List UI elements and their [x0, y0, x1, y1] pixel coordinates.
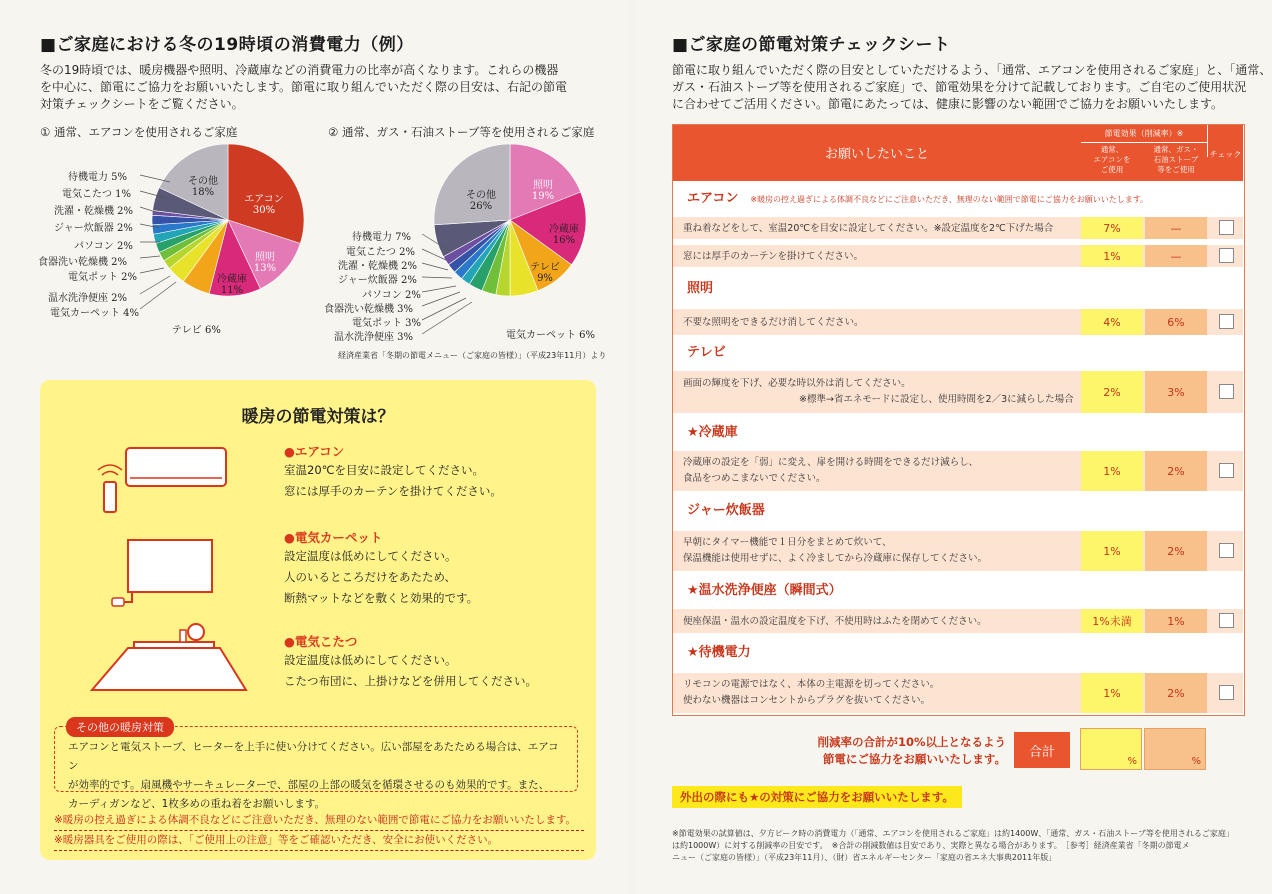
header-line: 通常、 [1100, 145, 1124, 154]
row-text-sub: 保温機能は使用せずに、よく冷ましてから冷蔵庫に保存してください。 [683, 553, 988, 564]
category-light: 照明 [673, 273, 1243, 305]
row-text-sub: 使わない機器はコンセントからプラグを抜いてください。 [683, 695, 931, 706]
category-rice-cooker: ジャー炊飯器 [673, 495, 1243, 527]
percent-sign: % [1127, 756, 1137, 767]
row-text: 便座保温・温水の設定温度を下げ、不使用時はふたを閉めてください。 [683, 616, 987, 627]
total-label: 合計 [1014, 732, 1070, 768]
effect-aircon: 1% [1081, 451, 1143, 491]
effect-aircon: 2% [1081, 371, 1143, 413]
checkbox[interactable] [1219, 384, 1234, 399]
chart1-title: ① 通常、エアコンを使用されるご家庭 [40, 125, 238, 139]
outing-note: 外出の際にも★の対策にご協力をお願いいたします。 [672, 786, 962, 808]
intro-line: 節電に取り組んでいただく際の目安としていただけるよう、「通常、エアコンを使用されるご家庭」と、「通常、 [672, 63, 1272, 77]
intro-line: ガス・石油ストーブ等を使用されるご家庭」で、節電効果を分けて記載しております。ご自宅のご使用状況 [672, 80, 1247, 94]
label-text: エアコン [244, 194, 284, 205]
pie1-out-pc: パソコン 2% [74, 241, 133, 252]
table-row [673, 309, 1243, 335]
row-text-sub: ※標準→省エネモードに設定し、使用時間を2／3に減らした場合 [799, 394, 1074, 405]
pie2-out-carpet: 電気カーペット 6% [506, 330, 596, 341]
intro-line: を中心に、節電にご協力をお願いいたします。節電に取り組んでいただく際の目安は、右記の節電 [40, 80, 568, 94]
text-line: 断熱マットなどを敷くと効果的です。 [284, 591, 479, 605]
kotatsu-heading: ●電気こたつ [284, 634, 358, 649]
other-tips-label: その他の暖房対策 [66, 717, 174, 737]
text-line: 削減率の合計が10%以上となるよう [817, 735, 1006, 749]
total-input-stove[interactable] [1144, 728, 1206, 770]
label-text: テレビ [530, 262, 560, 273]
pie1-out-kotatsu: 電気こたつ 1% [62, 189, 132, 200]
header-col-aircon [1081, 145, 1143, 175]
effect-aircon: 1% [1081, 673, 1143, 713]
header-main: お願いしたいこと [824, 147, 929, 162]
pie1-label-other [188, 172, 218, 198]
pie1-out-ricecooker: ジャー炊飯器 2% [54, 223, 133, 234]
right-page [636, 0, 1272, 894]
total-message [796, 734, 1006, 768]
left-intro [40, 62, 567, 113]
pie2-out-pc: パソコン 2% [362, 290, 421, 301]
header-check: チェック [1207, 125, 1243, 157]
pie1-out-standby: 待機電力 5% [68, 172, 128, 183]
effect-aircon: 7% [1081, 217, 1143, 239]
table-row [673, 531, 1243, 571]
pie1-out-carpet: 電気カーペット 4% [50, 308, 140, 319]
heating-tips-title: 暖房の節電対策は？ [241, 407, 395, 427]
checkbox[interactable] [1219, 314, 1234, 329]
total-input-aircon[interactable] [1080, 728, 1142, 770]
checkbox[interactable] [1219, 613, 1234, 628]
pie2-leader-lines [418, 230, 488, 340]
label-value: 26% [469, 201, 493, 212]
pie1-out-pot: 電気ポット 2% [68, 272, 138, 283]
pie1-label-fridge [212, 270, 252, 296]
row-text: 画面の輝度を下げ、必要な時以外は消してください。 [683, 378, 911, 389]
pie2-label-other [466, 186, 496, 212]
pie2-out-dishwasher: 食器洗い乾燥機 3% [324, 304, 414, 315]
footnote [672, 828, 1262, 864]
text-line: 人のいるところだけをあたため、 [284, 570, 457, 584]
header-line: 通常、ガス・ [1153, 145, 1199, 154]
ac-text [284, 460, 502, 502]
table-row [673, 673, 1243, 713]
effect-stove: 2% [1145, 673, 1207, 713]
pie1-label-aircon [240, 190, 288, 216]
header-line: エアコンを [1093, 155, 1131, 164]
right-intro [672, 62, 1271, 113]
pie2-out-toilet: 温水洗浄便座 3% [334, 332, 414, 343]
label-text: その他 [188, 176, 218, 187]
label-value: 9% [537, 273, 553, 284]
text-line: 節電にご協力をお願いいたします。 [822, 752, 1006, 766]
air-conditioner-icon [90, 442, 230, 522]
table-row [673, 217, 1243, 239]
effect-aircon: 1% [1081, 245, 1143, 267]
category-fridge: ★冷蔵庫 [673, 417, 1243, 449]
footnote-line: は約1000W）に対する削減率の目安です。 ※合計の削減数値は目安であり、実際と異なる場合があります。 ［参考］経済産業省「冬期の節電メ [672, 841, 1190, 850]
header-line: 石油ストーブ [1153, 155, 1199, 164]
pie2-out-kotatsu: 電気こたつ 2% [346, 247, 416, 258]
checkbox[interactable] [1219, 220, 1234, 235]
text-line: が効率的です。扇風機やサーキュレーターで、部屋の上部の暖気を循環させるのも効果的です。また、 [68, 779, 550, 791]
effect-stove: 2% [1145, 531, 1207, 571]
label-text: その他 [466, 190, 496, 201]
label-text: 照明 [255, 252, 275, 263]
caution-note-1: ※暖房の控え過ぎによる体調不良などにご注意いただき、無理のない範囲で節電にご協力をお願いいたします。 [54, 812, 584, 831]
other-tips-text [68, 738, 568, 814]
pie1-out-toilet: 温水洗浄便座 2% [48, 293, 128, 304]
table-row [673, 451, 1243, 491]
chart-source: 経済産業省「冬期の節電メニュー（ご家庭の皆様）」（平成23年11月）より [338, 351, 607, 360]
intro-line: 対策チェックシートをご覧ください。 [40, 97, 244, 111]
intro-line: に合わせてご活用ください。節電にあたっては、健康に影響のない範囲でご協力をお願いいたします。 [672, 97, 1224, 111]
pie2-out-ricecooker: ジャー炊飯器 2% [338, 275, 417, 286]
heating-tips-box [40, 380, 596, 860]
footnote-line: ※節電効果の試算値は、夕方ピーク時の消費電力（「通常、エアコンを使用されるご家庭」は約1400W、「通常、ガス・石油ストーブ等を使用されるご家庭」 [672, 829, 1234, 838]
effect-stove: 3% [1145, 371, 1207, 413]
header-line: 等をご使用 [1157, 165, 1195, 174]
text-line: 窓には厚手のカーテンを掛けてください。 [284, 484, 502, 498]
pie1-out-dishwasher: 食器洗い乾燥機 2% [38, 257, 128, 268]
label-value: 13% [253, 263, 277, 274]
percent-sign: % [1191, 756, 1201, 767]
category-label: エアコン [687, 191, 739, 206]
kotatsu-text [284, 650, 537, 692]
pie2-label-tv [530, 258, 560, 284]
pie2-label-light [528, 176, 558, 202]
label-value: 19% [531, 191, 555, 202]
row-text: 不要な照明をできるだけ消してください。 [683, 317, 864, 328]
pie2-out-pot: 電気ポット 3% [352, 318, 422, 329]
checkbox[interactable] [1219, 463, 1234, 478]
caution-note-2: ※暖房器具をご使用の際は、「ご使用上の注意」等をご確認いただき、安全にお使いください。 [54, 832, 584, 851]
effect-aircon: 1%未満 [1081, 609, 1143, 633]
checkbox[interactable] [1219, 685, 1234, 700]
category-aircon [673, 183, 1243, 215]
pie1-out-tv: テレビ 6% [172, 325, 221, 336]
left-page [0, 0, 628, 894]
header-line: ご使用 [1100, 165, 1124, 174]
effect-aircon: 1% [1081, 531, 1143, 571]
row-text: 早朝にタイマー機能で１日分をまとめて炊いて、 [683, 537, 892, 548]
table-row [673, 609, 1243, 633]
pie1-label-light [250, 248, 280, 274]
text-line: 設定温度は低めにしてください。 [284, 653, 457, 667]
right-title: ■ご家庭の節電対策チェックシート [672, 35, 951, 55]
header-effect: 節電効果（削減率）※ [1081, 128, 1207, 143]
table-row [673, 371, 1243, 413]
label-value: 30% [252, 205, 276, 216]
table-header [673, 125, 1243, 181]
label-value: 18% [191, 187, 215, 198]
label-text: 冷蔵庫 [549, 224, 579, 235]
checkbox[interactable] [1219, 543, 1234, 558]
check-sheet-table [672, 124, 1245, 716]
table-row [673, 245, 1243, 267]
label-text: 照明 [533, 180, 553, 191]
row-text: 重ね着などをして、室温20℃を目安に設定してください。※設定温度を2℃下げた場合 [683, 223, 1054, 234]
electric-carpet-icon [110, 532, 230, 612]
label-value: 11% [220, 285, 244, 296]
effect-stove: 2% [1145, 451, 1207, 491]
effect-aircon: 4% [1081, 309, 1143, 335]
text-line: カーディガンなど、1枚多めの重ね着をお願いします。 [68, 798, 325, 810]
text-line: こたつ布団に、上掛けなどを併用してください。 [284, 674, 537, 688]
effect-stove: 6% [1145, 309, 1207, 335]
ac-heading: ●エアコン [284, 444, 345, 459]
category-standby: ★待機電力 [673, 637, 1243, 669]
pie1-out-washer: 洗濯・乾燥機 2% [54, 206, 134, 217]
left-title: ■ご家庭における冬の19時頃の消費電力（例） [40, 35, 414, 55]
row-text-sub: 食品をつめこまないでください。 [683, 473, 826, 484]
pie1-leader-lines [130, 170, 190, 320]
text-line: エアコンと電気ストーブ、ヒーターを上手に使い分けてください。広い部屋をあたためる場合は、エアコン [68, 741, 559, 772]
label-text: 冷蔵庫 [217, 274, 247, 285]
effect-stove: — [1145, 245, 1207, 267]
row-text: リモコンの電源ではなく、本体の主電源を切ってください。 [683, 679, 940, 690]
chart2-title: ② 通常、ガス・石油ストーブ等を使用されるご家庭 [328, 125, 595, 139]
checkbox[interactable] [1219, 248, 1234, 263]
row-text: 冷蔵庫の設定を「弱」に変え、扉を開ける時間をできるだけ減らし、 [683, 457, 979, 468]
category-tv: テレビ [673, 337, 1243, 369]
header-col-stove [1145, 145, 1207, 175]
carpet-heading: ●電気カーペット [284, 530, 383, 545]
row-text: 窓には厚手のカーテンを掛けてください。 [683, 251, 864, 262]
pie-slice-その他 [434, 144, 510, 225]
text-line: 室温20℃を目安に設定してください。 [284, 463, 485, 477]
text-line: 設定温度は低めにしてください。 [284, 549, 457, 563]
effect-stove: — [1145, 217, 1207, 239]
pie2-label-fridge [544, 220, 584, 246]
footnote-line: ニュー（ご家庭の皆様）」（平成23年11月）、（財）省エネルギーセンター「家庭の省エネ大事典2011年版」 [672, 853, 1057, 862]
category-toilet: ★温水洗浄便座（瞬間式） [673, 575, 1243, 607]
pie2-out-washer: 洗濯・乾燥機 2% [338, 261, 418, 272]
category-note: ※暖房の控え過ぎによる体調不良などにご注意いただき、無理のない範囲で節電にご協力をお願いいたします。 [750, 195, 1149, 204]
intro-line: 冬の19時頃では、暖房機器や照明、冷蔵庫などの消費電力の比率が高くなります。これらの機器 [40, 63, 559, 77]
label-value: 16% [552, 235, 576, 246]
carpet-text [284, 546, 478, 609]
effect-stove: 1% [1145, 609, 1207, 633]
pie2-out-standby: 待機電力 7% [352, 232, 412, 243]
kotatsu-icon [84, 620, 254, 702]
